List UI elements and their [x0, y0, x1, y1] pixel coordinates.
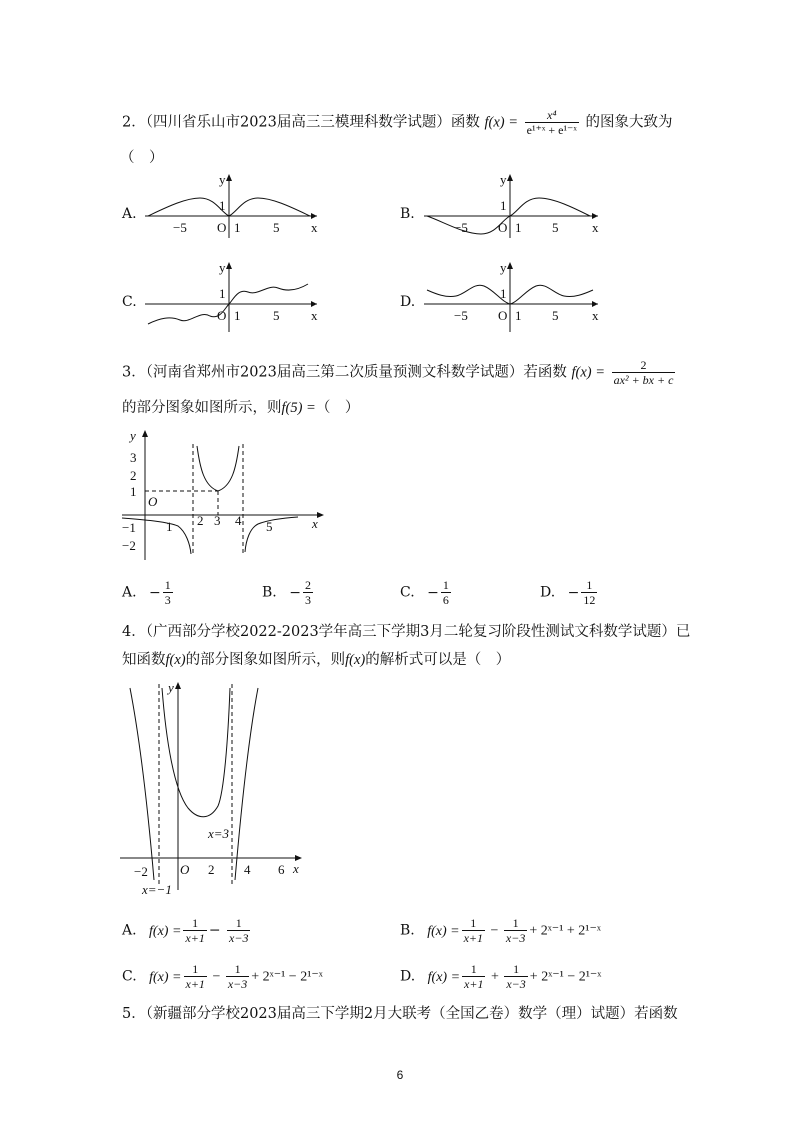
- q3-option-b[interactable]: B. − $\frac{2}{3}$: [262, 578, 311, 607]
- q2-fx: f(x) =: [484, 114, 519, 131]
- tick-y-neg1: −1: [122, 520, 136, 535]
- tick-y-1: 1: [130, 484, 137, 499]
- q3-option-a[interactable]: A. − $\frac{1}{3}$: [122, 578, 171, 607]
- origin-label: O: [217, 308, 227, 323]
- y-label: y: [219, 260, 226, 275]
- q2-option-c-label[interactable]: C.: [122, 294, 137, 310]
- q4-stem: [122, 622, 690, 642]
- q2-option-a-label[interactable]: A.: [122, 206, 137, 222]
- tick-x-6: 6: [278, 862, 285, 877]
- tick-1: 1: [515, 220, 522, 235]
- tick-5: 5: [552, 220, 559, 235]
- q3-number: 3．: [122, 364, 146, 381]
- q4-option-a[interactable]: A. f(x) = $\frac{1}{x+1}$ − $\frac{1}{x-3}$: [122, 916, 249, 945]
- y-label: y: [130, 428, 136, 443]
- tick-x-4: 4: [244, 862, 251, 877]
- tick-x-5: 5: [266, 519, 273, 534]
- x-label: x: [293, 861, 299, 876]
- q2-graph-b: [424, 172, 609, 242]
- q4-graph: [118, 680, 318, 900]
- tick-x-1: 1: [166, 519, 173, 534]
- tick-1: 1: [234, 220, 241, 235]
- tick-1-y: 1: [500, 286, 507, 301]
- tick-x-2: 2: [197, 513, 204, 528]
- y-label: y: [168, 680, 174, 695]
- tick-x-neg2: −2: [134, 864, 148, 879]
- q2-number: 2．: [122, 114, 146, 131]
- y-label: y: [500, 172, 507, 187]
- x-label: x: [592, 308, 599, 323]
- tick-y-3: 3: [130, 450, 137, 465]
- tick-5: 5: [552, 308, 559, 323]
- page-number: 6: [396, 1068, 404, 1082]
- q3-graph: [118, 428, 328, 568]
- tick-5: 5: [273, 220, 280, 235]
- x-label: x: [311, 220, 318, 235]
- q5-stem: [122, 1004, 678, 1024]
- q3-stem-line2: 的部分图象如图所示，则f(5) =（ ）: [122, 400, 360, 416]
- q4-source: （广西部分学校2022-2023学年高三下学期3月二轮复习阶段性测试文科数学试题）已: [145, 624, 691, 640]
- origin-label: O: [180, 862, 190, 877]
- asymptote-right-label: x=3: [208, 826, 230, 841]
- tick-neg5: −5: [173, 220, 187, 235]
- origin-label: O: [217, 220, 227, 235]
- q2-tail: 的图象大致为: [585, 114, 673, 131]
- q2-graph-a: [145, 172, 325, 242]
- tick-y-2: 2: [130, 468, 137, 483]
- y-label: y: [219, 172, 226, 187]
- x-label: x: [311, 308, 318, 323]
- q2-answer-paren: （ ）: [120, 150, 164, 166]
- x-label: x: [592, 220, 599, 235]
- q5-source: （新疆部分学校2023届高三下学期2月大联考（全国乙卷）数学（理）试题）若函数: [145, 1006, 678, 1022]
- tick-5: 5: [273, 308, 280, 323]
- tick-x-3: 3: [214, 513, 221, 528]
- q3-f5: f(5) =: [281, 400, 316, 416]
- tick-y-neg2: −2: [122, 538, 136, 553]
- q3-stem: [122, 358, 677, 387]
- origin-label: O: [498, 220, 508, 235]
- q3-option-c[interactable]: C. − $\frac{1}{6}$: [400, 578, 449, 607]
- tick-1-y: 1: [219, 198, 226, 213]
- q2-option-d-label[interactable]: D.: [400, 294, 416, 310]
- origin-label: O: [498, 308, 508, 323]
- q2-stem: [122, 108, 672, 137]
- q4-number: 4．: [122, 624, 146, 640]
- tick-1: 1: [234, 308, 241, 323]
- q2-source: （四川省乐山市2023届高三三模理科数学试题）函数: [145, 114, 480, 131]
- q4-option-c[interactable]: C. f(x) = $\frac{1}{x+1}$ − $\frac{1}{x-3}$ + 2ˣ⁻¹ − 2¹⁻ˣ: [122, 962, 323, 991]
- q4-option-d[interactable]: D. f(x) = $\frac{1}{x+1}$ + $\frac{1}{x-3}$ + 2ˣ⁻¹ − 2¹⁻ˣ: [400, 962, 602, 991]
- origin-label: O: [148, 494, 158, 509]
- q3-fraction: $\frac{2}{\text{ax² + bx + c}}$: [613, 358, 674, 387]
- tick-1: 1: [515, 308, 522, 323]
- tick-x-2: 2: [208, 862, 215, 877]
- y-label: y: [500, 260, 507, 275]
- q3-option-d[interactable]: D. − $\frac{1}{12}$: [540, 578, 596, 607]
- q5-number: 5．: [122, 1006, 146, 1022]
- q3-source: （河南省郑州市2023届高三第二次质量预测文科数学试题）若函数: [145, 364, 567, 381]
- tick-1-y: 1: [219, 286, 226, 301]
- q2-graph-d: [424, 260, 609, 335]
- q2-graph-c: [145, 260, 325, 335]
- q3-fx: f(x) =: [571, 364, 606, 381]
- q3-answer-paren: （ ）: [315, 400, 360, 416]
- q4-stem-line2: 知函数f(x)的部分图象如图所示，则f(x)的解析式可以是（ ）: [122, 652, 511, 668]
- tick-1-y: 1: [500, 198, 507, 213]
- q2-option-b-label[interactable]: B.: [400, 206, 415, 222]
- asymptote-left-label: x=−1: [142, 882, 172, 897]
- q4-option-b[interactable]: B. f(x) = $\frac{1}{x+1}$ − $\frac{1}{x-3}$ + 2ˣ⁻¹ + 2¹⁻ˣ: [400, 916, 601, 945]
- tick-neg5: −5: [454, 308, 468, 323]
- q2-fraction: $\frac{\text{x⁴}}{\text{e¹⁺ˣ + e¹⁻ˣ}}$: [526, 108, 577, 137]
- tick-x-4: 4: [235, 513, 242, 528]
- tick-neg5: −5: [454, 220, 468, 235]
- x-label: x: [312, 516, 318, 531]
